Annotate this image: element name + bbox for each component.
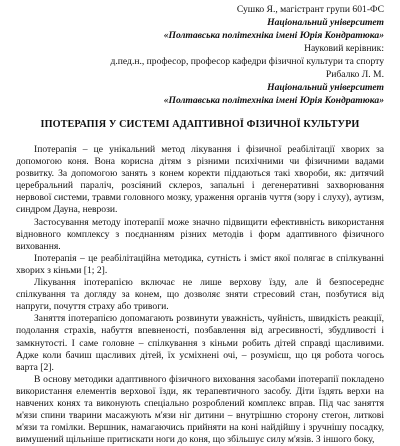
affiliation-line: Національний університет	[267, 17, 384, 28]
paper-title: ІПОТЕРАПІЯ У СИСТЕМІ АДАПТИВНОЇ ФІЗИЧНОЇ КУЛЬТУРИ	[40, 119, 360, 130]
affiliation-line: «Полтавська політехніка імені Юрія Кондратюка»	[163, 95, 384, 106]
body-paragraph: Заняття іпотерапією допомагають розвинути уважність, чуйність, швидкість реакції, подолання страхів, набуття впевненості, позбавлення від агресивності, збудливості і замкнутості. І саме головне – спілкування з кіньми робить дітей справді щасливими. Адже коли бачиш щасливих дітей, їх усміхнені очі, – розумієш, що ця робота чогось варта [2].	[16, 313, 384, 373]
paper-body	[16, 144, 384, 446]
affiliation-line: Національний університет	[267, 82, 384, 93]
advisor-label: Науковий керівник:	[304, 43, 384, 54]
author-line: Сушко Я., магістрант групи 601-ФС	[236, 4, 384, 15]
advisor-position: д.пед.н., професор, професор кафедри фізичної культури та спорту	[110, 56, 384, 67]
advisor-name: Рибалко Л. М.	[325, 69, 384, 80]
body-paragraph: Застосування методу іпотерапії може значно підвищити ефективність використання відновного комплексу з поєднанням різних методів і форм адаптивного фізичного виховання.	[16, 216, 384, 252]
affiliation-line: «Полтавська політехніка імені Юрія Кондратюка»	[163, 30, 384, 41]
body-paragraph: Лікування іпотерапією включає не лише верхову їзду, але й безпосереднє спілкування та догляду за конем, що дозволяє зняти стресовий стан, позбутися від напруги, почуття страху або тривоги.	[16, 277, 384, 313]
body-paragraph: Іпотерапія – це унікальний метод лікування і фізичної реабілітації хворих за допомогою коня. Вона корисна дітям з різними психічними чи фізичними вадами розвитку. За допомогою занять з конем коректи піддаються такі хвороби, як: дитячий церебральний параліч, розсіяний склероз, запальні і дегенеративні захворювання нервової системи, травми головного мозку, ураження органів чуття (зору і слуху), аутизм, синдром Дауна, неврози.	[16, 144, 384, 216]
body-paragraph: Іпотерапія – це реабілітаційна методика, сутність і зміст якої полягає в спілкуванні хворих з кіньми [1; 2].	[16, 252, 384, 276]
body-paragraph: В основу методики адаптивного фізичного виховання засобами іпотерапії покладено використання елементів верхової їзди, як терапевтичного засобу. Діти їздять верхи на навчених конях та виконують спеціально розроблений комплекс вправ. Під час заняття м'язи спини тварини масажують м'язи ніг дитини – внутрішню сторону стегон, литкові м'язи та гомілки. Вершник, намагаючись прийняти на коні найдійшу і зручнішу посадку, вимушений щільніше притискати ноги до коня, що збільшує силу м'язів. З іншого боку,	[16, 373, 384, 446]
author-block	[16, 3, 384, 107]
